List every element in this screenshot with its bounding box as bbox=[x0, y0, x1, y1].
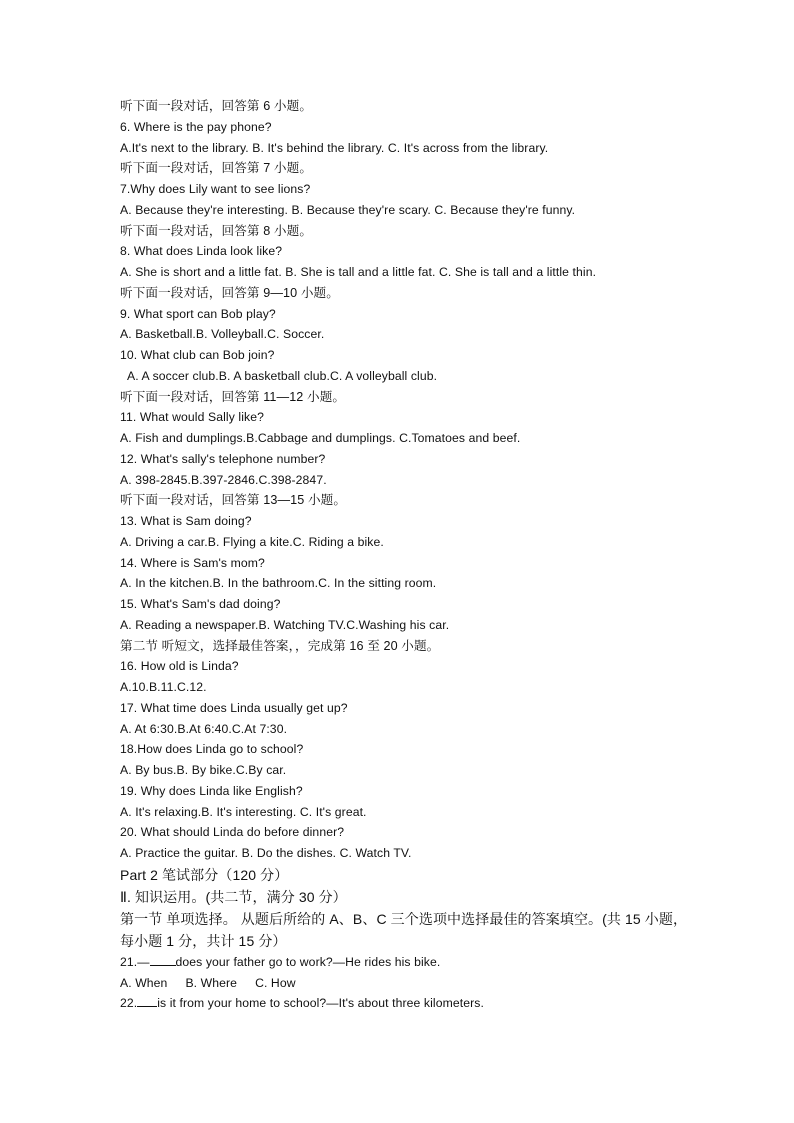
question-text: 11. What would Sally like? bbox=[120, 410, 264, 425]
question-text: 13. What is Sam doing? bbox=[120, 514, 252, 528]
listening-instruction: 听下面一段对话，回答第 13—15 小题。 bbox=[120, 493, 347, 508]
listening-instruction: 听下面一段对话，回答第 6 小题。 bbox=[120, 99, 313, 113]
question-text: 18.How does Linda go to school? bbox=[120, 742, 304, 757]
question-number: 22. bbox=[120, 996, 138, 1011]
question-text: 14. Where is Sam's mom? bbox=[120, 555, 265, 570]
question-text: does your father go to work?—He rides his bike. bbox=[175, 954, 441, 969]
section-heading: 第二节 听短文，选择最佳答案，，完成第 16 至 20 小题。 bbox=[120, 638, 440, 653]
answer-options: A. A soccer club.B. A basketball club.C. A volleyball club. bbox=[127, 368, 438, 383]
answer-options: A.10.B.11.C.12. bbox=[120, 680, 207, 694]
answer-options: A. In the kitchen.B. In the bathroom.C. In the sitting room. bbox=[120, 576, 437, 591]
section-heading: Ⅱ. 知识运用。(共二节，满分 30 分） bbox=[120, 888, 347, 905]
part-heading: Part 2 笔试部分（120 分） bbox=[120, 866, 289, 883]
answer-options: A. She is short and a little fat. B. She is tall and a little fat. C. She is tall and a little thin. bbox=[120, 265, 597, 279]
question-text: 17. What time does Linda usually get up? bbox=[120, 700, 348, 715]
option-b: B. Where bbox=[185, 975, 238, 990]
question-number: 21.— bbox=[120, 954, 150, 969]
option-a: A. When bbox=[120, 975, 168, 990]
question-21-options bbox=[120, 973, 700, 994]
question-text: 20. What should Linda do before dinner? bbox=[120, 825, 345, 840]
section-instruction: 第一节 单项选择。 从题后所给的 A、B、C 三个选项中选择最佳的答案填空。(共 15 小题，每小题 1 分，共计 15 分） bbox=[120, 910, 688, 949]
answer-options: A.It's next to the library. B. It's behind the library. C. It's across from the library. bbox=[120, 140, 549, 155]
listening-instruction: 听下面一段对话，回答第 9—10 小题。 bbox=[120, 285, 339, 300]
question-text: 15. What's Sam's dad doing? bbox=[120, 597, 281, 611]
option-c: C. How bbox=[255, 975, 296, 990]
question-text: is it from your home to school?—It's about three kilometers. bbox=[157, 996, 484, 1011]
answer-options: A. Practice the guitar. B. Do the dishes. C. Watch TV. bbox=[120, 846, 412, 860]
answer-options: A. Basketball.B. Volleyball.C. Soccer. bbox=[120, 327, 325, 342]
question-text: 6. Where is the pay phone? bbox=[120, 119, 272, 134]
question-text: 7.Why does Lily want to see lions? bbox=[120, 182, 311, 196]
document-page bbox=[120, 96, 700, 1014]
question-21 bbox=[120, 952, 700, 973]
question-text: 9. What sport can Bob play? bbox=[120, 306, 276, 321]
question-text: 8. What does Linda look like? bbox=[120, 244, 283, 259]
answer-options: A. 398-2845.B.397-2846.C.398-2847. bbox=[120, 472, 327, 487]
answer-options: A. At 6:30.B.At 6:40.C.At 7:30. bbox=[120, 721, 288, 736]
question-text: 10. What club can Bob join? bbox=[120, 348, 275, 362]
question-text: 12. What's sally's telephone number? bbox=[120, 451, 326, 466]
answer-blank[interactable] bbox=[137, 994, 157, 1007]
answer-options: A. Reading a newspaper.B. Watching TV.C.Washing his car. bbox=[120, 617, 450, 632]
listening-instruction: 听下面一段对话，回答第 7 小题。 bbox=[120, 161, 313, 176]
question-text: 16. How old is Linda? bbox=[120, 659, 239, 674]
answer-blank[interactable] bbox=[150, 953, 176, 966]
answer-options: A. Driving a car.B. Flying a kite.C. Riding a bike. bbox=[120, 534, 384, 549]
listening-instruction: 听下面一段对话，回答第 8 小题。 bbox=[120, 223, 313, 238]
answer-options: A. Because they're interesting. B. Because they're scary. C. Because they're funny. bbox=[120, 202, 576, 217]
question-text: 19. Why does Linda like English? bbox=[120, 783, 303, 798]
question-22 bbox=[120, 993, 700, 1014]
listening-instruction: 听下面一段对话，回答第 11—12 小题。 bbox=[120, 389, 346, 404]
answer-options: A. By bus.B. By bike.C.By car. bbox=[120, 763, 287, 777]
answer-options: A. It's relaxing.B. It's interesting. C. It's great. bbox=[120, 804, 367, 819]
answer-options: A. Fish and dumplings.B.Cabbage and dumplings. C.Tomatoes and beef. bbox=[120, 431, 521, 445]
